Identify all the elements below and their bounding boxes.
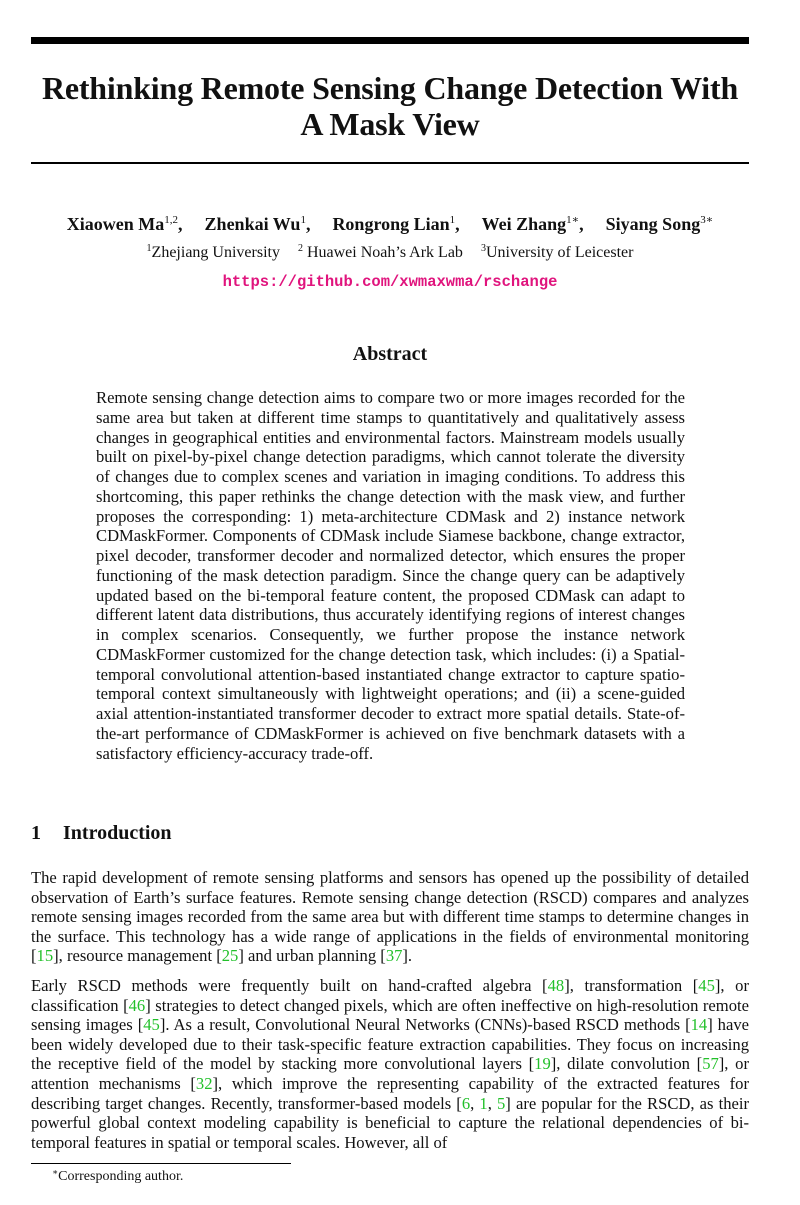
author-name (205, 214, 311, 234)
paragraph-text: ], dilate convolution [ (550, 1054, 703, 1074)
paragraph-text: ], which improve the representing capability of the extracted features for describing target changes. Recently, transformer-based models [ (31, 1073, 749, 1113)
author-name-text: Zhenkai Wu (204, 214, 301, 234)
author-name (606, 214, 714, 234)
footnote-text: Corresponding author. (58, 1169, 184, 1184)
author-name (67, 214, 183, 234)
paragraph-text: ], or attention mechanisms [ (31, 1054, 749, 1093)
paper-title: Rethinking Remote Sensing Change Detection With A Mask View (41, 70, 739, 142)
affiliation-name: Huawei Noah’s Ark Lab (302, 244, 463, 261)
affiliation (481, 244, 634, 261)
author-affiliation-mark: 3∗ (700, 214, 714, 226)
citation-link[interactable]: 46 (128, 995, 146, 1015)
affiliation-name: University of Leicester (485, 244, 634, 261)
author-name-text: Siyang Song (605, 214, 701, 234)
paragraph-text: ], or classification [ (31, 976, 749, 1015)
author-name-text: Wei Zhang (481, 214, 567, 234)
author-name-text: Rongrong Lian (332, 214, 450, 234)
paragraph-text: ] and urban planning [ (238, 946, 386, 966)
title-top-rule (31, 37, 749, 44)
section-heading-introduction (31, 821, 749, 845)
citation-link[interactable]: 25 (221, 946, 239, 966)
paragraph-text: , (470, 1093, 480, 1113)
citation-link[interactable]: 48 (547, 976, 565, 995)
citation-link[interactable]: 14 (690, 1015, 708, 1035)
author-separator: , (579, 214, 584, 234)
footnote (52, 1168, 183, 1186)
affiliation-name: Zhejiang University (151, 244, 280, 261)
title-bottom-rule (31, 162, 749, 164)
author-name (482, 214, 584, 234)
paragraph-text: Early RSCD methods were frequently built on hand-crafted algebra [ (31, 976, 548, 995)
author-affiliation-mark: 1 (300, 214, 306, 226)
paragraph-text: , (487, 1093, 497, 1113)
paragraph-text: The rapid development of remote sensing platforms and sensors has opened up the possibility of detailed observation of Earth’s surface features. Remote sensing change detection (RSCD) compares and analyzes remote sensing images recorded from the same area but with different time stamps to determine changes in the surface. This technology has a wide range of applications in the fields of environmental monitoring [ (31, 868, 749, 966)
author-affiliation-mark: 1∗ (566, 214, 580, 226)
paragraph-text: ] are popular for the RSCD, as their powerful global context modeling capability is beneficial to capture the relational dependencies of bi-temporal features in spatial or temporal scales. However, all of (31, 1093, 750, 1152)
author-separator: , (305, 214, 311, 234)
affiliation (298, 244, 463, 261)
affiliation-list (31, 243, 749, 263)
citation-link[interactable]: 45 (698, 976, 715, 995)
abstract-heading: Abstract (352, 343, 428, 365)
affiliation (147, 244, 280, 261)
affiliation-mark: 3 (480, 243, 486, 254)
author-affiliation-mark: 1 (449, 214, 456, 226)
section-number: 1 (31, 822, 41, 844)
citation-link[interactable]: 32 (195, 1073, 213, 1093)
citation-link[interactable]: 19 (534, 1054, 551, 1074)
paragraph-text: ], transformation [ (564, 976, 699, 995)
citation-link[interactable]: 5 (497, 1093, 506, 1113)
paragraph-text: ]. As a result, Convolutional Neural Networks (CNNs)-based RSCD methods [ (159, 1015, 691, 1035)
citation-link[interactable]: 6 (461, 1093, 471, 1113)
paragraph-text: ] have been widely developed due to their task-specific feature extraction capabilities. They focus on increasing the receptive field of the model by stacking more convolutional layers [ (31, 1015, 749, 1074)
citation-link[interactable]: 37 (385, 946, 403, 966)
footnote-rule (31, 1163, 291, 1164)
citation-link[interactable]: 15 (36, 946, 54, 966)
author-affiliation-mark: 1,2 (164, 214, 179, 226)
intro-paragraph-1 (31, 868, 749, 966)
author-name (332, 214, 459, 234)
section-title: Introduction (63, 822, 172, 844)
paragraph-text: ] strategies to detect changed pixels, which are often ineffective on high-resolution remote sensing images [ (31, 995, 749, 1035)
author-name-text: Xiaowen Ma (66, 214, 165, 234)
repository-link[interactable]: https://github.com/xwmaxwma/rschange (222, 273, 558, 291)
abstract-text: Remote sensing change detection aims to compare two or more images recorded for the same area but taken at different time stamps to quantitatively and qualitatively assess changes in geographical entities and environmental factors. Mainstream models usually built on pixel-by-pixel change detection paradigms, which cannot tolerate the diversity of changes due to complex scenes and variation in imaging conditions. To address this shortcoming, this paper rethinks the change detection with the mask view, and further proposes the corresponding: 1) meta-architecture CDMask and 2) instance network CDMaskFormer. Components of CDMask include Siamese backbone, change extractor, pixel decoder, transformer decoder and normalized detector, which ensures the proper functioning of the mask detection paradigm. Since the change query can be adaptively updated based on the bi-temporal feature content, the proposed CDMask can adapt to different latent data distributions, thus accurately identifying regions of interest changes in complex scenarios. Consequently, we further propose the instance network CDMaskFormer customized for the change detection task, which includes: (i) a Spatial-temporal convolutional attention-based instantiated change extractor to capture spatio-temporal context simultaneously with lightweight operations; and (ii) a scene-guided axial attention-instantiated transformer decoder to extract more spatial details. State-of-the-art performance of CDMaskFormer is achieved on five benchmark datasets with a satisfactory efficiency-accuracy trade-off. (96, 388, 685, 763)
citation-link[interactable]: 45 (143, 1015, 160, 1035)
paragraph-text: ]. (402, 946, 413, 966)
footnote-mark: ∗ (52, 1167, 59, 1177)
affiliation-mark: 2 (297, 243, 303, 254)
intro-paragraph-2 (31, 976, 749, 1152)
author-list (31, 212, 749, 236)
paragraph-text: ], resource management [ (53, 946, 222, 966)
author-separator: , (178, 214, 183, 234)
citation-link[interactable]: 1 (479, 1093, 488, 1113)
author-separator: , (455, 214, 460, 234)
affiliation-mark: 1 (146, 243, 152, 254)
citation-link[interactable]: 57 (702, 1054, 719, 1074)
